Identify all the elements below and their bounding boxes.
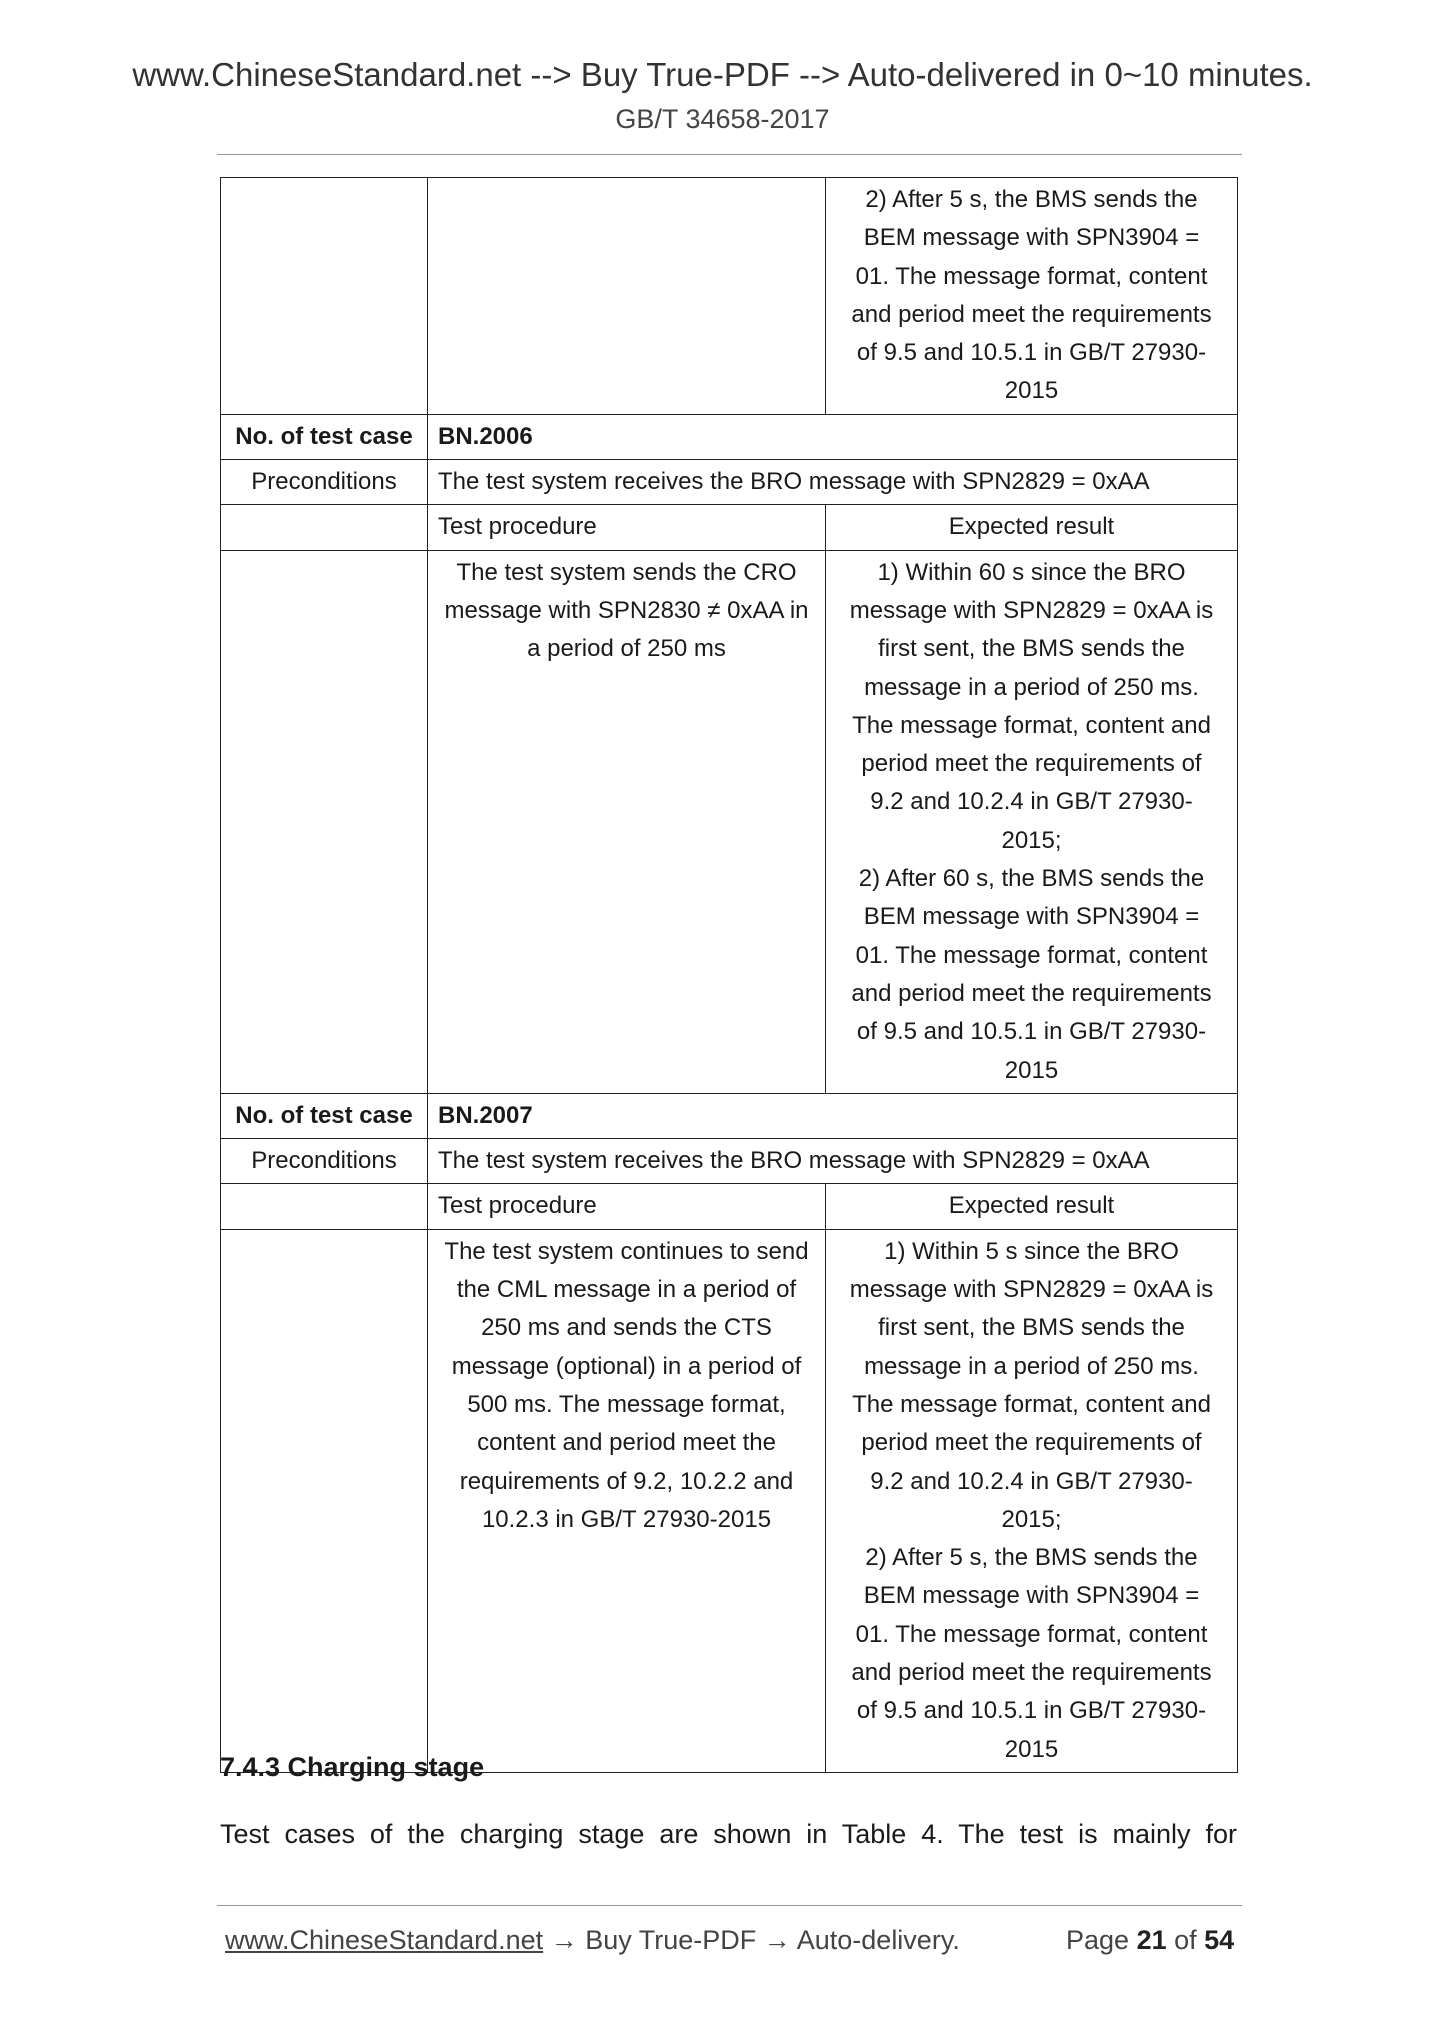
preconditions-label: Preconditions: [221, 460, 428, 505]
preconditions-label: Preconditions: [221, 1139, 428, 1184]
preconditions-text: The test system receives the BRO message with SPN2829 = 0xAA: [428, 1139, 1238, 1184]
footer-promo: [225, 1925, 960, 1956]
test-case-table: [220, 177, 1238, 1773]
expected-result-text: 1) Within 60 s since the BRO message with SPN2829 = 0xAA is first sent, the BMS sends the message in a period of 250 ms. The message format, content and period meet the requirements of 9.2 and 10.2.4 in GB/T 27930- 2015; 2) After 60 s, the BMS sends the BEM message with SPN3904 = 01. The message format, content and period meet the requirements of 9.5 and 10.5.1 in GB/T 27930- 2015: [826, 550, 1238, 1093]
test-case-number-row: [221, 414, 1238, 459]
header-banner: www.ChineseStandard.net --> Buy True-PDF --> Auto-delivered in 0~10 minutes.: [132, 56, 1313, 93]
column-header-row: [221, 1184, 1238, 1229]
preconditions-row: [221, 460, 1238, 505]
page-indicator: [1066, 1925, 1234, 1956]
continued-procedure-cell: [428, 178, 826, 415]
test-procedure-text: The test system sends the CRO message with SPN2830 ≠ 0xAA in a period of 250 ms: [428, 550, 826, 1093]
procedure-row: [221, 1229, 1238, 1772]
header-divider: [217, 154, 1242, 155]
procedure-row: [221, 550, 1238, 1093]
footer-promo-text: → Buy True-PDF → Auto-delivery.: [543, 1925, 960, 1955]
footer-site-link[interactable]: www.ChineseStandard.net: [225, 1925, 544, 1955]
standard-number: GB/T 34658-2017: [615, 104, 830, 134]
page-total: 54: [1204, 1925, 1235, 1955]
expected-result-header: Expected result: [826, 1184, 1238, 1229]
column-header-row: [221, 505, 1238, 550]
test-case-number: BN.2006: [428, 414, 1238, 459]
preconditions-text: The test system receives the BRO message with SPN2829 = 0xAA: [428, 460, 1238, 505]
continued-expected-cell: 2) After 5 s, the BMS sends the BEM message with SPN3904 = 01. The message format, content and period meet the requirements of 9.5 and 10.5.1 in GB/T 27930- 2015: [826, 178, 1238, 415]
expected-result-text: 1) Within 5 s since the BRO message with SPN2829 = 0xAA is first sent, the BMS sends the message in a period of 250 ms. The message format, content and period meet the requirements of 9.2 and 10.2.4 in GB/T 27930- 2015; 2) After 5 s, the BMS sends the BEM message with SPN3904 = 01. The message format, content and period meet the requirements of 9.5 and 10.5.1 in GB/T 27930- 2015: [826, 1229, 1238, 1772]
test-case-number-label: No. of test case: [221, 1093, 428, 1138]
continued-label-cell: [221, 178, 428, 415]
test-case-number-row: [221, 1093, 1238, 1138]
preconditions-row: [221, 1139, 1238, 1184]
page-word: Page: [1066, 1925, 1137, 1955]
test-procedure-header: Test procedure: [428, 505, 826, 550]
expected-result-header: Expected result: [826, 505, 1238, 550]
test-case-number-label: No. of test case: [221, 414, 428, 459]
test-procedure-text: The test system continues to send the CML message in a period of 250 ms and sends the CTS message (optional) in a period of 500 ms. The message format, content and period meet the requirements of 9.2, 10.2.2 and 10.2.3 in GB/T 27930-2015: [428, 1229, 826, 1772]
section-heading: 7.4.3 Charging stage: [220, 1752, 485, 1782]
test-procedure-header: Test procedure: [428, 1184, 826, 1229]
blank-header-cell: [221, 505, 428, 550]
blank-procedure-label-cell: [221, 1229, 428, 1772]
footer-divider: [217, 1905, 1242, 1906]
continued-row: [221, 178, 1238, 415]
blank-header-cell: [221, 1184, 428, 1229]
page-current: 21: [1136, 1925, 1167, 1955]
test-case-number: BN.2007: [428, 1093, 1238, 1138]
page-of-word: of: [1166, 1925, 1205, 1955]
section-body-text: Test cases of the charging stage are shown in Table 4. The test is mainly for: [220, 1819, 1237, 1849]
blank-procedure-label-cell: [221, 550, 428, 1093]
